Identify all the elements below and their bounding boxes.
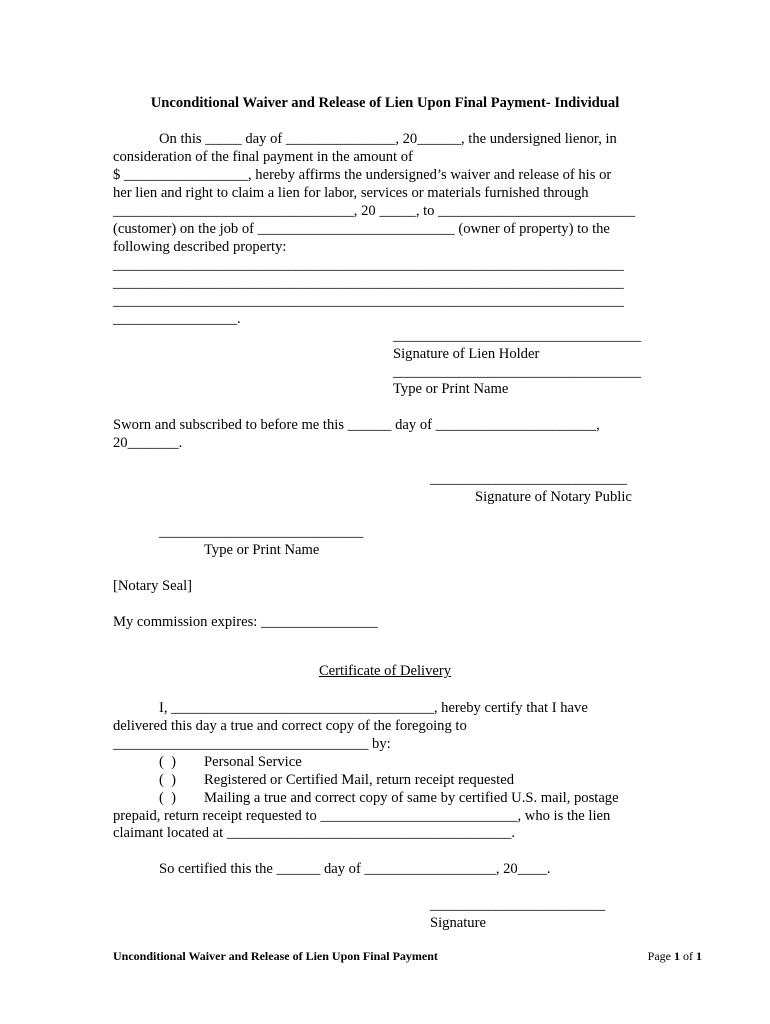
waiver-line-7: following described property: [113, 239, 287, 255]
footer-page-current: 1 [674, 949, 680, 963]
sworn-line-2: 20_______. [113, 435, 183, 451]
certificate-title: Certificate of Delivery [318, 663, 452, 679]
certificate-line-1: I, ____________________________________, hereby certify that I have [159, 700, 588, 716]
option-checkbox-registered-mail[interactable]: ( ) [159, 772, 177, 788]
waiver-line-1: On this _____ day of _______________, 20______, the undersigned lienor, in [159, 131, 617, 147]
notary-seal: [Notary Seal] [113, 578, 193, 594]
notary-signature-label: Signature of Notary Public [475, 489, 632, 505]
lien-holder-name-label: Type or Print Name [393, 381, 509, 397]
certificate-line-8: claimant located at _______________________________________. [113, 825, 516, 841]
certificate-line-2: delivered this day a true and correct copy of the foregoing to [113, 718, 467, 734]
commission-expires: My commission expires: ________________ [113, 614, 378, 630]
property-blank-3: ______________________________________________________________________ [113, 293, 624, 309]
footer-page-total: 1 [696, 949, 702, 963]
notary-name-line: ____________________________ [159, 524, 364, 540]
option-label-certified-mail: Mailing a true and correct copy of same by certified U.S. mail, postage [204, 790, 619, 806]
sworn-line-1: Sworn and subscribed to before me this ______ day of ______________________, [113, 417, 600, 433]
waiver-line-2: consideration of the final payment in the amount of [113, 149, 413, 165]
certificate-signature-label: Signature [430, 915, 486, 931]
property-blank-2: ______________________________________________________________________ [113, 275, 624, 291]
option-label-registered-mail: Registered or Certified Mail, return receipt requested [204, 772, 514, 788]
lien-holder-signature-line: __________________________________ [393, 328, 642, 344]
lien-holder-signature-label: Signature of Lien Holder [393, 346, 540, 362]
notary-name-label: Type or Print Name [204, 542, 320, 558]
footer-of-word: of [680, 949, 696, 963]
option-checkbox-certified-mail[interactable]: ( ) [159, 790, 177, 806]
certificate-line-3: ___________________________________ by: [113, 736, 391, 752]
waiver-line-6: (customer) on the job of ___________________________ (owner of property) to the [113, 221, 610, 237]
option-checkbox-personal-service[interactable]: ( ) [159, 754, 177, 770]
waiver-line-4: her lien and right to claim a lien for labor, services or materials furnished through [113, 185, 589, 201]
lien-holder-name-line: __________________________________ [393, 364, 642, 380]
property-blank-4: _________________. [113, 311, 241, 327]
certificate-signature-line: ________________________ [430, 897, 606, 913]
footer-document-title: Unconditional Waiver and Release of Lien Upon Final Payment [113, 949, 438, 963]
footer-page-word: Page [647, 949, 674, 963]
notary-signature-line: ___________________________ [430, 471, 628, 487]
document-title: Unconditional Waiver and Release of Lien Upon Final Payment- Individual [150, 95, 620, 111]
certified-date-line: So certified this the ______ day of __________________, 20____. [159, 861, 551, 877]
waiver-line-3: $ _________________, hereby affirms the undersigned’s waiver and release of his or [113, 167, 612, 183]
certificate-line-7: prepaid, return receipt requested to ___________________________, who is the lien [113, 808, 611, 824]
footer-page-number [620, 948, 702, 964]
option-label-personal-service: Personal Service [204, 754, 302, 770]
property-blank-1: ______________________________________________________________________ [113, 257, 624, 273]
waiver-line-5: _________________________________, 20 _____, to ___________________________ [113, 203, 636, 219]
